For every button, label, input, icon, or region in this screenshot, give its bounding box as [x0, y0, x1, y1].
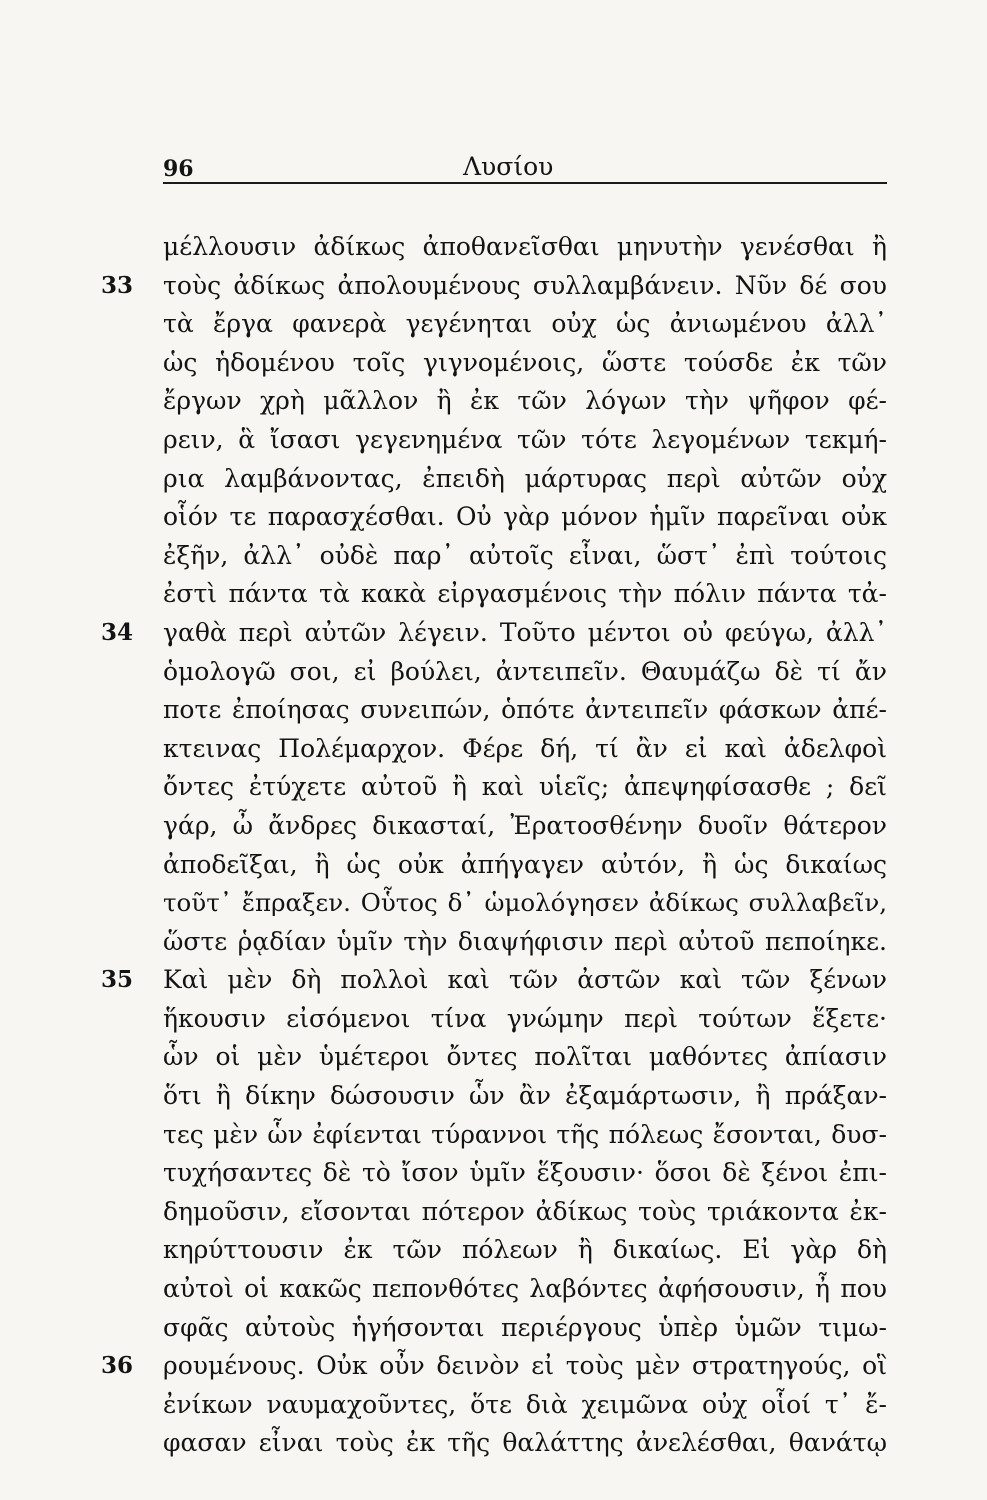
text-line [101, 1347, 887, 1386]
text-line [163, 1077, 887, 1116]
text-line [101, 961, 887, 1000]
text-line [101, 267, 887, 306]
main-text [101, 228, 887, 1463]
line-text: τες μὲν ὧν ἐφίενται τύραννοι τῆς πόλεως ἔσονται, δυσ- [163, 1119, 887, 1149]
line-text: ρειν, ἃ ἴσασι γεγενημένα τῶν τότε λεγομένων τεκμή- [163, 424, 887, 454]
line-text: ὥστε ῥᾳδίαν ὑμῖν τὴν διαψήφισιν περὶ αὐτοῦ πεποίηκε. [163, 926, 887, 956]
text-line [163, 537, 887, 576]
text-line [163, 1038, 887, 1077]
text-line [163, 730, 887, 769]
line-text: τυχήσαντες δὲ τὸ ἴσον ὑμῖν ἕξουσιν· ὅσοι δὲ ξένοι ἐπι- [163, 1158, 887, 1188]
line-text: Καὶ μὲν δὴ πολλοὶ καὶ τῶν ἀστῶν καὶ τῶν ξένων [163, 965, 887, 995]
text-line [163, 1424, 887, 1463]
line-text: τὰ ἔργα φανερὰ γεγένηται οὐχ ὡς ἀνιωμένου ἀλλ᾽ [163, 309, 887, 339]
line-text: αὐτοὶ οἱ κακῶς πεπονθότες λαβόντες ἀφήσουσιν, ἦ που [163, 1274, 887, 1304]
line-text: ἐξῆν, ἀλλ᾽ οὐδὲ παρ᾽ αὐτοῖς εἶναι, ὥστ᾽ ἐπὶ τούτοις [163, 540, 887, 570]
section-number: 34 [101, 618, 134, 646]
line-text: σφᾶς αὐτοὺς ἡγήσονται περιέργους ὑπὲρ ὑμῶν τιμω- [163, 1312, 887, 1342]
line-text: ἥκουσιν εἰσόμενοι τίνα γνώμην περὶ τούτων ἕξετε· [163, 1003, 887, 1033]
line-text: κτεινας Πολέμαρχον. Φέρε δή, τί ἂν εἰ καὶ ἀδελφοὶ [163, 733, 887, 763]
text-line [163, 1000, 887, 1039]
page-number: 96 [163, 156, 194, 182]
text-line [101, 614, 887, 653]
line-text: ρια λαμβάνοντας, ἐπειδὴ μάρτυρας περὶ αὐτῶν οὐχ [163, 463, 887, 493]
text-line [163, 1270, 887, 1309]
running-title: Λυσίου [463, 152, 554, 181]
running-head [163, 150, 887, 186]
line-text: ρουμένους. Οὐκ οὖν δεινὸν εἰ τοὺς μὲν στρατηγούς, οἳ [163, 1351, 887, 1381]
line-text: γάρ, ὦ ἄνδρες δικασταί, Ἐρατοσθένην δυοῖν θάτερον [163, 810, 887, 840]
line-text: ἐνίκων ναυμαχοῦντες, ὅτε διὰ χειμῶνα οὐχ οἷοί τ᾽ ἔ- [163, 1389, 887, 1419]
text-line [163, 1386, 887, 1425]
text-line [163, 884, 887, 923]
line-text: φασαν εἶναι τοὺς ἐκ τῆς θαλάττης ἀνελέσθαι, θανάτῳ [163, 1428, 887, 1458]
line-text: δημοῦσιν, εἴσονται πότερον ἀδίκως τοὺς τριάκοντα ἐκ- [163, 1196, 887, 1226]
line-text: τοῦτ᾽ ἔπραξεν. Οὗτος δ᾽ ὡμολόγησεν ἀδίκως συλλαβεῖν, [163, 888, 887, 918]
line-text: ὡς ἡδομένου τοῖς γιγνομένοις, ὥστε τούσδε ἐκ τῶν [163, 347, 887, 377]
line-text: ὅτι ἢ δίκην δώσουσιν ὧν ἂν ἐξαμάρτωσιν, ἢ πράξαν- [163, 1081, 887, 1111]
section-number: 35 [101, 966, 134, 994]
text-line [163, 1193, 887, 1232]
line-text: μέλλουσιν ἀδίκως ἀποθανεῖσθαι μηνυτὴν γενέσθαι ἢ [163, 232, 887, 261]
text-line [163, 768, 887, 807]
section-number: 36 [101, 1352, 134, 1380]
line-text: ἐστὶ πάντα τὰ κακὰ εἰργασμένοις τὴν πόλιν πάντα τἀ- [163, 579, 887, 609]
line-text: ἔργων χρὴ μᾶλλον ἢ ἐκ τῶν λόγων τὴν ψῆφον φέ- [163, 386, 887, 416]
text-line [163, 807, 887, 846]
text-line [163, 691, 887, 730]
text-line [163, 923, 887, 962]
text-line [163, 846, 887, 885]
line-text: ποτε ἐποίησας συνειπών, ὁπότε ἀντειπεῖν φάσκων ἀπέ- [163, 695, 887, 725]
text-line [163, 460, 887, 499]
line-text: γαθὰ περὶ αὐτῶν λέγειν. Τοῦτο μέντοι οὐ φεύγω, ἀλλ᾽ [163, 617, 887, 647]
line-text: τοὺς ἀδίκως ἀπολουμένους συλλαμβάνειν. Νῦν δέ σου [163, 270, 887, 300]
text-line [163, 498, 887, 537]
header-rule [163, 182, 887, 184]
line-text: κηρύττουσιν ἐκ τῶν πόλεων ἢ δικαίως. Εἰ γὰρ δὴ [163, 1235, 887, 1265]
text-line [163, 344, 887, 383]
text-line [163, 228, 887, 267]
text-line [163, 382, 887, 421]
text-line [163, 305, 887, 344]
text-line [163, 653, 887, 692]
text-line [163, 1231, 887, 1270]
line-text: ὧν οἱ μὲν ὑμέτεροι ὄντες πολῖται μαθόντες ἀπίασιν [163, 1042, 887, 1072]
line-text: οἷόν τε παρασχέσθαι. Οὐ γὰρ μόνον ἡμῖν παρεῖναι οὐκ [163, 502, 887, 532]
text-line [163, 1116, 887, 1155]
text-line [163, 575, 887, 614]
line-text: ὄντες ἐτύχετε αὐτοῦ ἢ καὶ υἱεῖς; ἀπεψηφίσασθε ; δεῖ [163, 772, 887, 802]
line-text: ἀποδεῖξαι, ἢ ὡς οὐκ ἀπήγαγεν αὐτόν, ἢ ὡς δικαίως [163, 849, 887, 879]
section-number: 33 [101, 271, 134, 299]
text-line [163, 1309, 887, 1348]
text-line [163, 421, 887, 460]
line-text: ὁμολογῶ σοι, εἰ βούλει, ἀντειπεῖν. Θαυμάζω δὲ τί ἄν [163, 656, 887, 686]
text-line [163, 1154, 887, 1193]
